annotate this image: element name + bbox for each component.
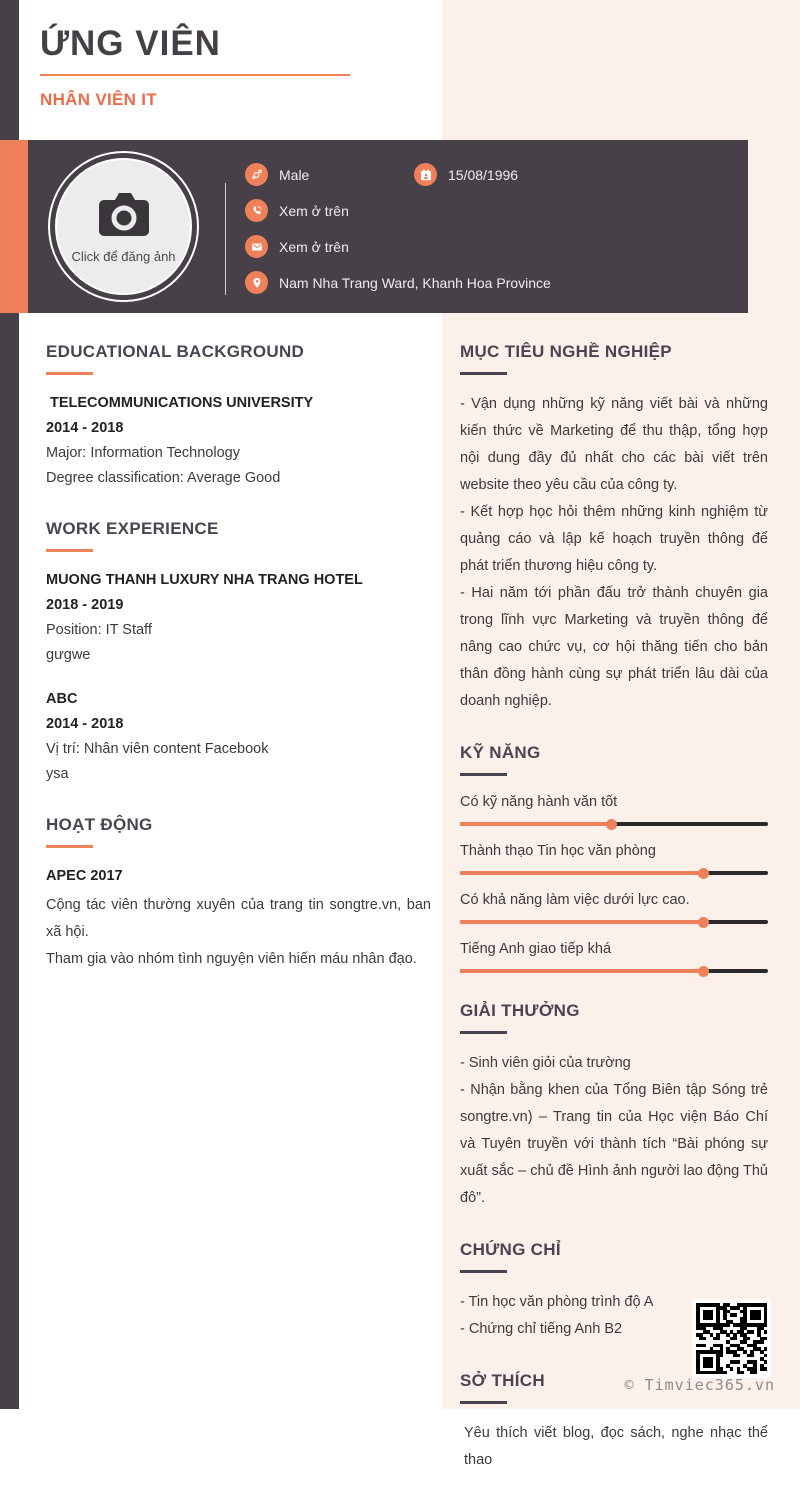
contact-gender — [245, 163, 373, 186]
skill-bar — [460, 822, 768, 826]
heading-underline — [460, 372, 507, 375]
header-band-accent — [0, 140, 28, 313]
certificates-heading: CHỨNG CHỈ — [460, 1240, 561, 1259]
award-item: - Sinh viên giỏi của trường — [460, 1055, 631, 1071]
education-major: Major: Information Technology — [46, 445, 240, 461]
education-heading: EDUCATIONAL BACKGROUND — [46, 342, 305, 361]
contact-birthday — [414, 163, 518, 186]
title-underline — [40, 74, 350, 76]
heading-underline — [460, 773, 507, 776]
location-icon — [245, 271, 268, 294]
heading-underline — [460, 1401, 507, 1404]
award-item: - Nhận bằng khen của Tổng Biên tập Sóng trẻ songtre.vn) – Trang tin của Học viện Báo Chí và Tuyên truyền với thành tích “Bài phóng sự xuất sắc – chủ đề Hình ảnh người lao động Thủ đô”. — [460, 1082, 768, 1206]
camera-icon — [92, 190, 156, 245]
certificate-item: - Tin học văn phòng trình độ A — [460, 1294, 654, 1310]
heading-underline — [46, 372, 93, 375]
education-period: 2014 - 2018 — [46, 420, 124, 436]
job-position: Position: IT Staff — [46, 622, 152, 638]
skill-level-dot — [698, 868, 709, 879]
contact-address — [245, 271, 551, 294]
activity-title: APEC 2017 — [46, 868, 123, 884]
section-experience — [46, 519, 431, 787]
phone-icon — [245, 199, 268, 222]
photo-upload-button[interactable] — [48, 151, 199, 302]
awards-heading: GIẢI THƯỞNG — [460, 1001, 580, 1020]
activities-heading: HOẠT ĐỘNG — [46, 815, 153, 834]
contact-address-value: Nam Nha Trang Ward, Khanh Hoa Province — [279, 274, 551, 291]
skill-bar — [460, 969, 768, 973]
header-divider — [225, 183, 226, 295]
hobbies-heading: SỞ THÍCH — [460, 1371, 545, 1390]
contact-birthday-value: 15/08/1996 — [448, 166, 519, 183]
section-activities — [46, 815, 431, 973]
job-title: NHÂN VIÊN IT — [40, 90, 157, 109]
contact-phone-value: Xem ở trên — [279, 202, 349, 219]
skill-item — [460, 792, 768, 826]
skill-bar — [460, 920, 768, 924]
candidate-name: ỨNG VIÊN — [40, 24, 221, 63]
contact-row — [245, 163, 735, 186]
heading-underline — [460, 1031, 507, 1034]
photo-placeholder — [55, 158, 192, 295]
job-note: gưgwe — [46, 647, 91, 663]
job-note: ysa — [46, 766, 69, 782]
activity-line: Cộng tác viên thường xuyên của trang tin songtre.vn, ban xã hội. — [46, 897, 431, 940]
heading-underline — [46, 845, 93, 848]
skill-bar — [460, 871, 768, 875]
gender-icon — [245, 163, 268, 186]
objective-paragraph: - Kết hợp học hỏi thêm những kinh nghiệm từ quảng cáo và lập kế hoạch truyền thông để phát triển thương hiệu công ty. — [460, 504, 768, 574]
contact-row — [245, 199, 735, 222]
skill-label: Có khả năng làm việc dưới lực cao. — [460, 892, 690, 908]
qr-code — [692, 1299, 771, 1378]
heading-underline — [46, 549, 93, 552]
skill-label: Tiếng Anh giao tiếp khá — [460, 941, 612, 957]
section-objective — [460, 342, 768, 715]
hobbies-text: Yêu thích viết blog, đọc sách, nghe nhạc thể thao — [464, 1425, 768, 1468]
birthday-icon — [414, 163, 437, 186]
title-block — [40, 24, 420, 110]
section-skills — [460, 743, 768, 973]
skill-item — [460, 890, 768, 924]
experience-entry — [46, 568, 431, 668]
skills-heading: KỸ NĂNG — [460, 743, 541, 762]
section-education — [46, 342, 431, 491]
skill-level-dot — [698, 917, 709, 928]
left-column — [46, 342, 431, 1001]
objective-heading: MỤC TIÊU NGHỀ NGHIỆP — [460, 342, 672, 361]
header-band — [0, 140, 748, 313]
objective-paragraph: - Hai năm tới phần đấu trở thành chuyên gia trong lĩnh vực Marketing và truyền thông để nâng cao chức vụ, cơ hội thăng tiến cho bản thân đồng hành cùng sự phát triển lâu dài của doanh nghiệp. — [460, 585, 768, 709]
skill-level-dot — [606, 819, 617, 830]
contact-list — [245, 163, 735, 307]
skill-label: Thành thạo Tin học văn phòng — [460, 843, 656, 859]
contact-gender-value: Male — [279, 166, 310, 183]
photo-upload-label: Click để đăng ảnh — [71, 248, 176, 264]
skill-level-dot — [698, 966, 709, 977]
contact-row — [245, 235, 735, 258]
contact-email-value: Xem ở trên — [279, 238, 349, 255]
email-icon — [245, 235, 268, 258]
experience-entry — [46, 687, 431, 787]
skill-item — [460, 939, 768, 973]
experience-heading: WORK EXPERIENCE — [46, 519, 219, 538]
activity-line: Tham gia vào nhóm tình nguyện viên hiến máu nhân đạo. — [46, 951, 417, 967]
certificate-item: - Chứng chỉ tiếng Anh B2 — [460, 1321, 623, 1337]
copyright-watermark: © Timviec365.vn — [624, 1376, 775, 1394]
heading-underline — [460, 1270, 507, 1273]
contact-row — [245, 271, 735, 294]
education-school: TELECOMMUNICATIONS UNIVERSITY — [50, 395, 314, 411]
job-period: 2018 - 2019 — [46, 597, 124, 613]
job-period: 2014 - 2018 — [46, 716, 124, 732]
job-company: ABC — [46, 691, 78, 707]
skill-item — [460, 841, 768, 875]
section-awards — [460, 1001, 768, 1212]
objective-paragraph: - Vận dụng những kỹ năng viết bài và những kiến thức về Marketing để thu thập, tổng hợp nội dung đầy đủ nhất cho các bài viết trên website theo yêu cầu của công ty. — [460, 396, 768, 493]
skill-label: Có kỹ năng hành văn tốt — [460, 794, 618, 810]
job-position: Vị trí: Nhân viên content Facebook — [46, 741, 269, 757]
contact-email — [245, 235, 349, 258]
contact-phone — [245, 199, 349, 222]
education-degree: Degree classification: Average Good — [46, 470, 281, 486]
job-company: MUONG THANH LUXURY NHA TRANG HOTEL — [46, 572, 363, 588]
